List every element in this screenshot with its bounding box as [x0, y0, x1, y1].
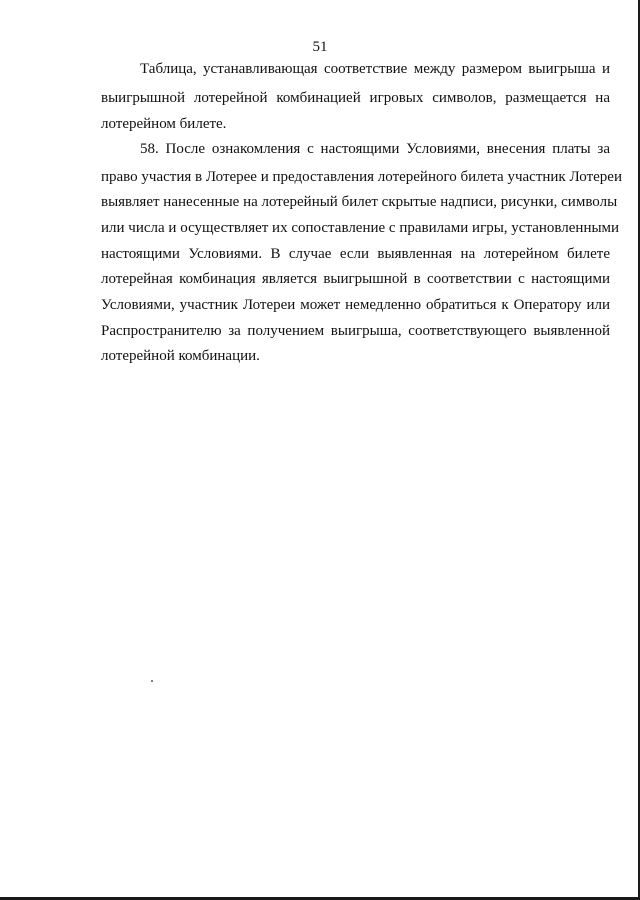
paragraph-1-line-2: выигрышной лотерейной комбинацией игровых символов, размещается на — [101, 90, 610, 106]
page-number: 51 — [312, 39, 328, 55]
paragraph-2-line-1: 58. После ознакомления с настоящими Условиями, внесения платы за — [140, 141, 610, 157]
paragraph-2-line-4: или числа и осуществляет их сопоставление с правилами игры, установленными — [101, 220, 620, 236]
paragraph-2-line-8: Распространителю за получением выигрыша, соответствующего выявленной — [101, 323, 610, 339]
paragraph-2-line-3: выявляет нанесенные на лотерейный билет скрытые надписи, рисунки, символы — [101, 194, 618, 210]
paragraph-2-line-5: настоящими Условиями. В случае если выявленная на лотерейном билете — [101, 246, 610, 262]
paragraph-2-line-9: лотерейной комбинации. — [101, 348, 260, 364]
paragraph-2-line-6: лотерейная комбинация является выигрышной в соответствии с настоящими — [101, 271, 610, 287]
paragraph-1-line-3: лотерейном билете. — [101, 116, 227, 132]
paragraph-1-line-1: Таблица, устанавливающая соответствие между размером выигрыша и — [140, 61, 610, 77]
paragraph-2-line-2: право участия в Лотерее и предоставления лотерейного билета участник Лотереи — [101, 169, 622, 185]
paragraph-2-line-7: Условиями, участник Лотереи может немедленно обратиться к Оператору или — [101, 297, 610, 313]
scan-speck — [151, 680, 153, 682]
